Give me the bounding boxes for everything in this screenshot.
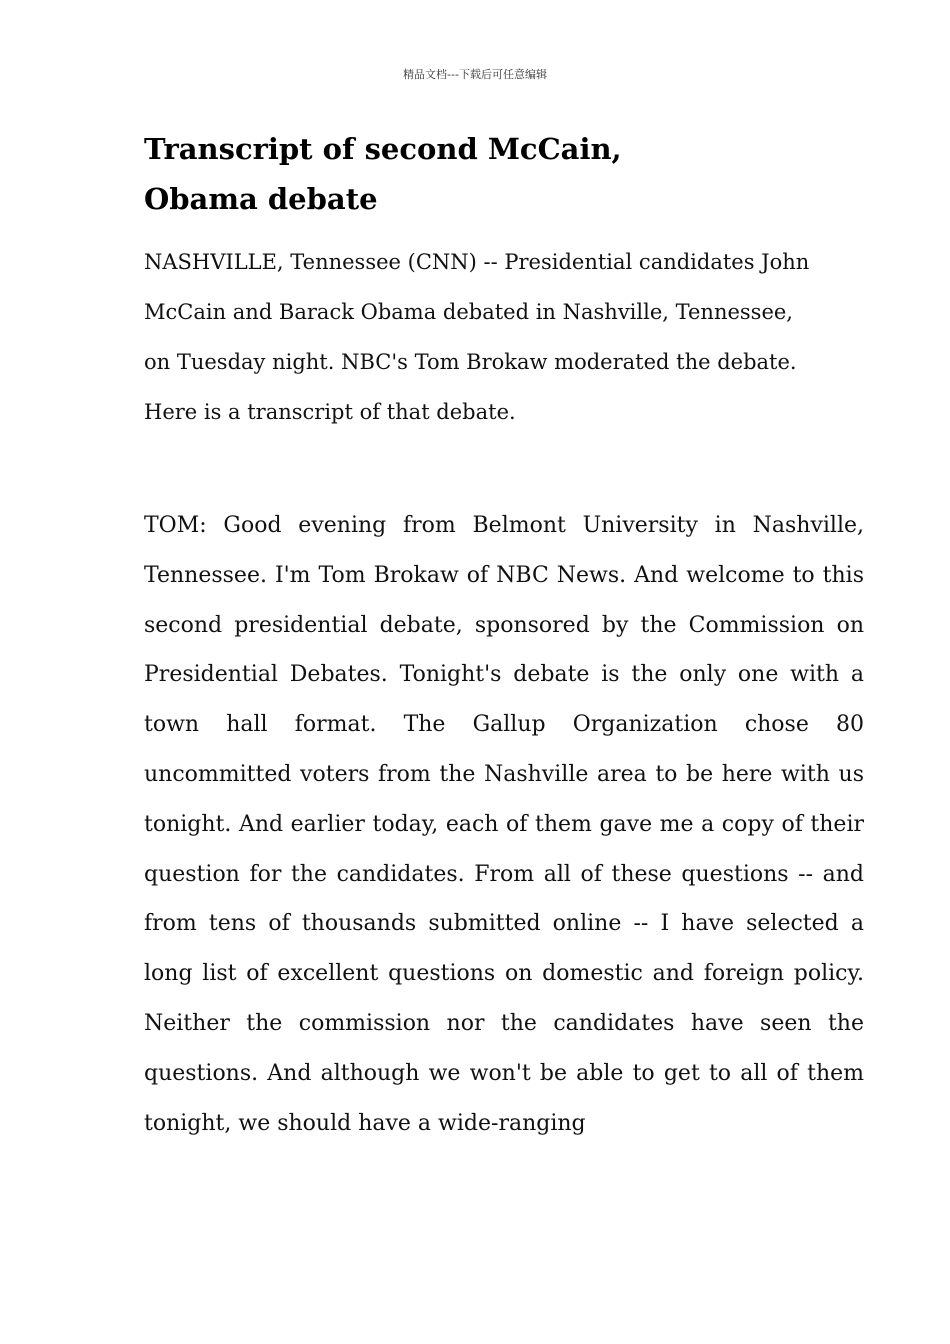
document-title: Transcript of second McCain, Obama debate [144, 132, 622, 216]
intro-paragraph: NASHVILLE, Tennessee (CNN) -- Presidential candidates John McCain and Barack Obama debated in Nashville, Tennessee, on Tuesday night. NBC's Tom Brokaw moderated the debate. Here is a transcript of that debate. [144, 250, 810, 424]
document-content [144, 124, 864, 1148]
page-header-note: 精品文档---下载后可任意编辑 [403, 68, 547, 81]
transcript-paragraph: TOM: Good evening from Belmont University in Nashville, Tennessee. I'm Tom Brokaw of NBC News. And welcome to this second presidential debate, sponsored by the Commission on Presidential Debates. Tonight's debate is the only one with a town hall format. The Gallup Organization chose 80 uncommitted voters from the Nashville area to be here with us tonight. And earlier today, each of them gave me a copy of their question for the candidates. From all of these questions -- and from tens of thousands submitted online -- I have selected a long list of excellent questions on domestic and foreign policy. Neither the commission nor the candidates have seen the questions. And although we won't be able to get to all of them tonight, we should have a wide-ranging [144, 513, 864, 1136]
